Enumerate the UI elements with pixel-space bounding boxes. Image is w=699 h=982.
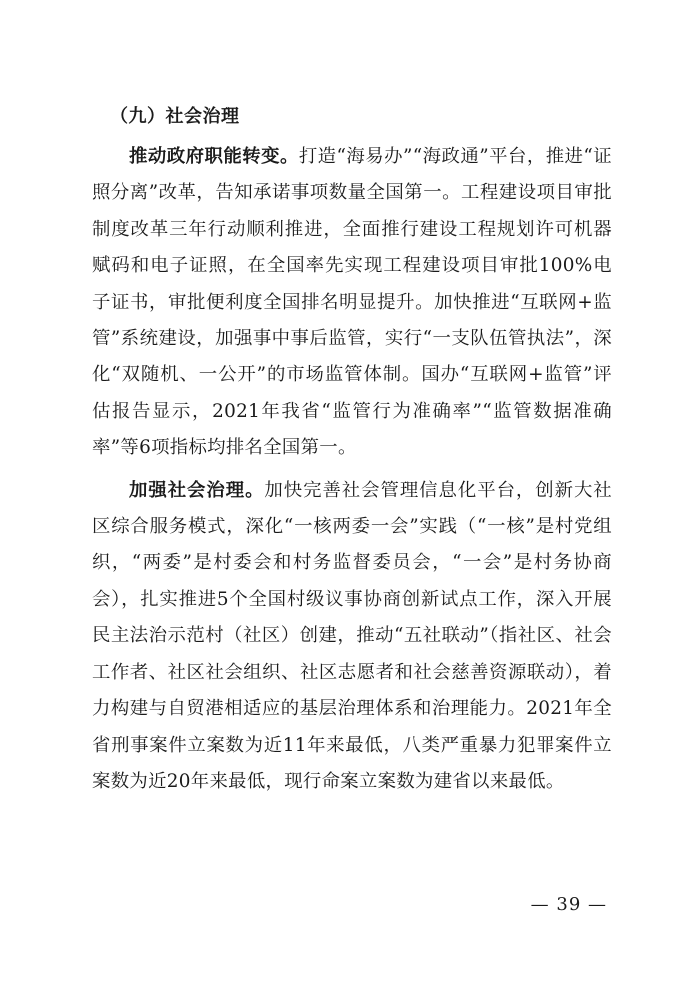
document-page <box>92 104 612 806</box>
paragraph-lead: 推动政府职能转变。 <box>129 146 299 167</box>
paragraph-body: 打造“海易办”“海政通”平台，推进“证照分离”改革，告知承诺事项数量全国第一。工程建设项目审批制度改革三年行动顺利推进，全面推行建设工程规划许可机器赋码和电子证照，在全国率先实现工程建设项目审批100%电子证书，审批便利度全国排名明显提升。加快推进“互联网+监管”系统建设，加强事中事后监管，实行“一支队伍管执法”，深化“双随机、一公开”的市场监管体制。国办“互联网+监管”评估报告显示，2021年我省“监管行为准确率”“监管数据准确率”等6项指标均排名全国第一。 <box>92 146 612 459</box>
paragraph-government-functions <box>92 139 612 467</box>
page-number: — 39 — <box>530 894 607 915</box>
paragraph-body: 加快完善社会管理信息化平台，创新大社区综合服务模式，深化“一核两委一会”实践（“一核”是村党组织，“两委”是村委会和村务监督委员会，“一会”是村务协商会），扎实推进5个全国村级议事协商创新试点工作，深入开展民主法治示范村（社区）创建，推动“五社联动”（指社区、社会工作者、社区社会组织、社区志愿者和社会慈善资源联动），着力构建与自贸港相适应的基层治理体系和治理能力。2021年全省刑事案件立案数为近11年来最低，八类严重暴力犯罪案件立案数为近20年来最低，现行命案立案数为建省以来最低。 <box>92 479 612 792</box>
section-heading: （九）社会治理 <box>110 106 240 127</box>
paragraph-social-governance <box>92 473 612 801</box>
paragraph-lead: 加强社会治理。 <box>129 479 265 501</box>
